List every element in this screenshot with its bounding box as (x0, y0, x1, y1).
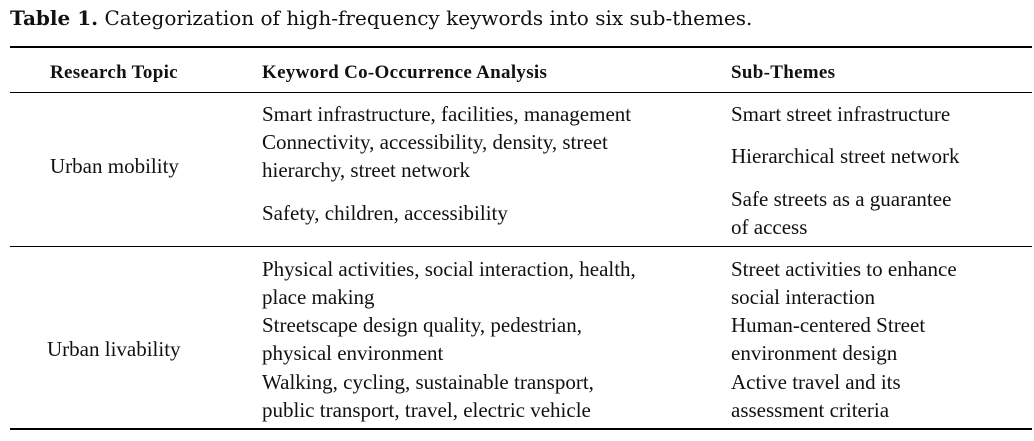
keyword-line: Streetscape design quality, pedestrian, (262, 313, 582, 337)
subtheme-cell (731, 142, 960, 170)
keyword-line: hierarchy, street network (262, 158, 470, 182)
keyword-cell (262, 255, 636, 311)
topic-urban-mobility: Urban mobility (50, 154, 179, 178)
keyword-cell (262, 311, 582, 367)
keyword-line: Smart infrastructure, facilities, management (262, 102, 632, 126)
keyword-line: physical environment (262, 341, 444, 365)
bottom-rule (10, 428, 1032, 430)
subtheme-line: Active travel and its (731, 370, 901, 394)
keyword-line: place making (262, 285, 375, 309)
subtheme-cell (731, 311, 925, 367)
topic-urban-livability: Urban livability (47, 337, 181, 361)
keyword-cell (262, 199, 508, 227)
subtheme-line: Smart street infrastructure (731, 102, 951, 126)
subtheme-cell (731, 100, 950, 128)
keyword-cell (262, 128, 608, 184)
keyword-line: Physical activities, social interaction, health, (262, 257, 636, 281)
subtheme-cell (731, 368, 901, 424)
subtheme-line: Hierarchical street network (731, 144, 960, 168)
subtheme-line: environment design (731, 341, 898, 365)
table-title: Categorization of high-frequency keywords into six sub-themes. (104, 6, 753, 30)
header-rule (10, 92, 1032, 93)
keyword-cell (262, 368, 594, 424)
keyword-line: Connectivity, accessibility, density, street (262, 130, 608, 154)
subtheme-line: Human-centered Street (731, 313, 926, 337)
subtheme-cell (731, 185, 951, 241)
keyword-line: public transport, travel, electric vehicle (262, 398, 591, 422)
subtheme-line: Street activities to enhance (731, 257, 957, 281)
subtheme-line: Safe streets as a guarantee (731, 187, 952, 211)
table-caption (10, 6, 752, 30)
subtheme-line: social interaction (731, 285, 876, 309)
keyword-line: Walking, cycling, sustainable transport, (262, 370, 594, 394)
header-sub-themes: Sub-Themes (731, 62, 836, 83)
subtheme-line: assessment criteria (731, 398, 890, 422)
top-rule (10, 46, 1032, 48)
keyword-cell (262, 100, 631, 128)
section-rule (10, 246, 1032, 247)
header-research-topic: Research Topic (50, 62, 178, 83)
table-label: Table 1. (10, 6, 99, 30)
subtheme-line: of access (731, 215, 808, 239)
subtheme-cell (731, 255, 957, 311)
header-keyword-analysis: Keyword Co-Occurrence Analysis (262, 62, 548, 83)
keyword-line: Safety, children, accessibility (262, 201, 508, 225)
